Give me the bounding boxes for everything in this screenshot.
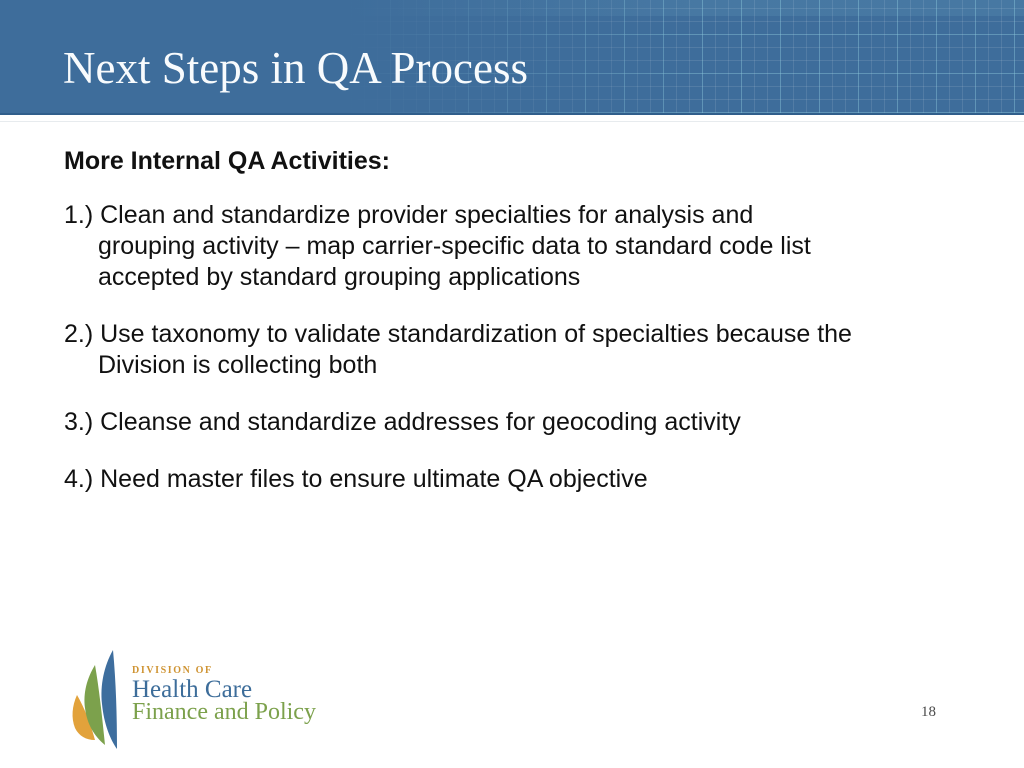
- list-item-3-line-1: 3.) Cleanse and standardize addresses for geocoding activity: [64, 408, 741, 436]
- list-item-1-line-2: grouping activity – map carrier-specific data to standard code list: [98, 232, 811, 260]
- list-item-1-line-1: 1.) Clean and standardize provider specialties for analysis and: [64, 201, 754, 229]
- logo-eyebrow: DIVISION OF: [132, 665, 213, 676]
- organization-logo: [63, 638, 363, 760]
- logo-name-line2: Finance and Policy: [132, 699, 316, 725]
- list-item-2-line-2: Division is collecting both: [98, 351, 378, 379]
- header-divider: [0, 121, 1024, 122]
- logo-name-line1: Health Care: [132, 676, 253, 703]
- logo-text: [132, 665, 316, 724]
- slide-body: [64, 146, 994, 511]
- list-item-4-line-1: 4.) Need master files to ensure ultimate QA objective: [64, 465, 648, 493]
- page-number: 18: [921, 704, 936, 720]
- list-item-2: [64, 319, 994, 381]
- slide-header: [0, 0, 1024, 115]
- body-heading: More Internal QA Activities:: [64, 147, 390, 175]
- slide-title: Next Steps in QA Process: [63, 43, 528, 93]
- list-item-2-line-1: 2.) Use taxonomy to validate standardization of specialties because the: [64, 320, 852, 348]
- list-item-4: [64, 464, 994, 495]
- list-item-3: [64, 407, 994, 438]
- logo-crescents-icon: [63, 638, 119, 756]
- list-item-1: [64, 200, 994, 293]
- list-item-1-line-3: accepted by standard grouping applications: [98, 263, 581, 291]
